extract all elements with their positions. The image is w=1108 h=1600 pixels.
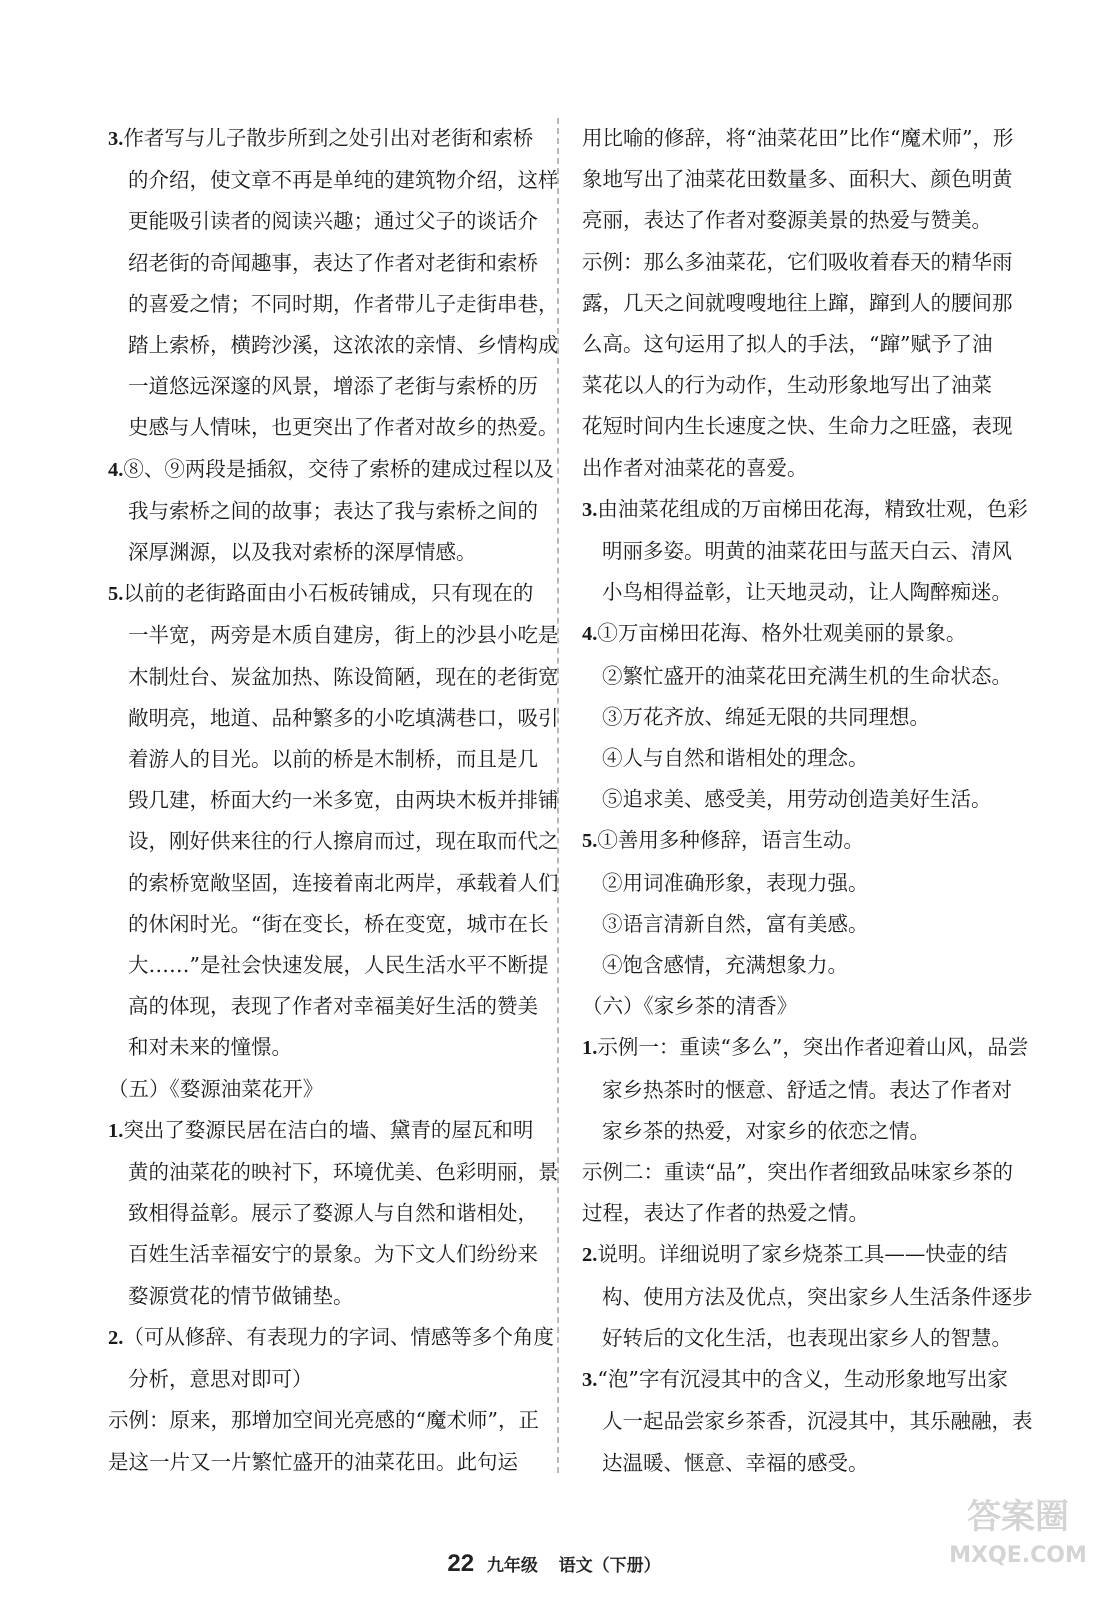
subject-label: 语文（下册） xyxy=(558,1556,661,1575)
answer-line xyxy=(108,1317,554,1359)
answer-line xyxy=(108,780,559,821)
answer-text: 好转后的文化生活，也表现出家乡人的智慧。 xyxy=(602,1325,1012,1350)
answer-line: 示例二：重读“品”，突出作者细致品味家乡茶的 xyxy=(582,1160,1013,1185)
column-divider xyxy=(557,118,559,1473)
answer-number: 4. xyxy=(108,458,124,481)
page-footer xyxy=(0,1550,1108,1578)
answer-line xyxy=(582,697,1007,738)
right-column xyxy=(582,118,1033,1484)
answer-line xyxy=(108,532,538,573)
answer-item xyxy=(582,489,1028,614)
answer-line xyxy=(582,1359,1007,1401)
answer-text: 踏上索桥，横跨沙溪，这浓浓的亲情、乡情构成 xyxy=(128,333,559,358)
answer-text: 说明。详细说明了家乡烧茶工具——快壶的结 xyxy=(597,1242,1008,1267)
answer-line xyxy=(582,1234,1007,1276)
answer-line xyxy=(108,201,538,242)
answer-item xyxy=(108,449,554,574)
answer-text: 设，刚好供来往的行人擦肩而过，现在取而代之 xyxy=(128,829,559,854)
answer-line: 菜花以人的行为动作，生动形象地写出了油菜 xyxy=(582,373,992,398)
answer-line xyxy=(582,572,1012,613)
answer-line: 象地写出了油菜花田数量多、面积大、颜色明黄 xyxy=(582,167,1013,192)
watermark-top: 答案圈 xyxy=(967,1497,1069,1537)
answer-line xyxy=(108,160,559,201)
answer-text: ③语言清新自然，富有美感。 xyxy=(602,911,869,936)
left-column xyxy=(108,118,559,1483)
answer-text: 作者写与儿子散步所到之处引出对老街和索桥 xyxy=(123,126,534,150)
answer-line xyxy=(108,657,559,698)
answer-text: 的介绍，使文章不再是单纯的建筑物介绍，这样 xyxy=(128,168,559,193)
grade-label: 九年级 xyxy=(486,1556,538,1575)
answer-text: 以前的老街路面由小石板砖铺成，只有现在的 xyxy=(123,581,534,606)
answer-line xyxy=(582,820,1007,862)
answer-line xyxy=(108,863,559,904)
answer-text: 的休闲时光。“街在变长，桥在变宽，城市在长 xyxy=(128,911,549,936)
answer-line xyxy=(108,491,538,532)
answer-line xyxy=(108,1359,538,1400)
answer-line xyxy=(582,738,1007,779)
answer-text: 一半宽，两旁是木质自建房，街上的沙县小吃是 xyxy=(128,623,559,648)
answer-text: 明丽多姿。明黄的油菜花田与蓝天白云、清风 xyxy=(602,539,1012,564)
answer-item xyxy=(582,1234,1033,1359)
answer-text: ①万亩梯田花海、格外壮观美丽的景象。 xyxy=(597,621,967,646)
answer-line xyxy=(108,904,549,945)
watermark-logo xyxy=(948,1492,1088,1572)
answer-text: ②繁忙盛开的油菜花田充满生机的生命状态。 xyxy=(602,663,1012,688)
answer-line: 用比喻的修辞，将“油菜花田”比作“魔术师”，形 xyxy=(582,126,1014,150)
answer-item xyxy=(582,1027,1029,1152)
answer-number: 5. xyxy=(582,830,598,853)
answer-text: 婺源赏花的情节做铺垫。 xyxy=(128,1283,354,1308)
answer-line xyxy=(108,325,559,366)
answer-line xyxy=(108,615,559,656)
answer-number: 3. xyxy=(108,128,124,150)
answer-line xyxy=(108,986,538,1027)
answer-line: 是这一片又一片繁忙盛开的油菜花田。此句运 xyxy=(108,1449,518,1474)
answer-text: 高的体现，表现了作者对幸福美好生活的赞美 xyxy=(128,994,538,1019)
answer-number: 2. xyxy=(108,1326,124,1349)
answer-line xyxy=(108,1276,538,1317)
answer-line xyxy=(108,284,559,325)
answer-number: 1. xyxy=(108,1119,124,1142)
answer-line xyxy=(582,1401,1033,1442)
answer-text: ③万花齐放、绵延无限的共同理想。 xyxy=(602,704,930,729)
answer-text: 一道悠远深邃的风景，增添了老街与索桥的历 xyxy=(128,374,538,399)
answer-item xyxy=(108,1317,554,1400)
section-title: （五）《婺源油菜花开》 xyxy=(108,1076,324,1101)
answer-text: 达温暖、惬意、幸福的感受。 xyxy=(602,1450,869,1475)
answer-text: 示例一：重读“多么”，突出作者迎着山风，品尝 xyxy=(597,1035,1029,1060)
answer-item xyxy=(108,1110,559,1317)
answer-line xyxy=(108,1152,559,1193)
answer-line xyxy=(582,779,1007,820)
answer-text: 构、使用方法及优点，突出家乡人生活条件逐步 xyxy=(602,1284,1033,1309)
page-number: 22 xyxy=(447,1550,475,1577)
answer-line xyxy=(582,1318,1012,1359)
answer-line xyxy=(582,863,1007,904)
answer-text: 致相得益彰。展示了婺源人与自然和谐相处， xyxy=(128,1201,538,1226)
section-heading xyxy=(108,1069,538,1110)
answer-line xyxy=(108,243,538,284)
watermark-bottom: MXQE.COM xyxy=(949,1543,1087,1568)
answer-line: 亮丽，表达了作者对婺源美景的热爱与赞美。 xyxy=(582,208,992,233)
answer-text: ④人与自然和谐相处的理念。 xyxy=(602,746,869,771)
answer-item xyxy=(582,613,1012,820)
answer-line xyxy=(582,1277,1033,1318)
answer-line: 么高。这句运用了拟人的手法，“蹿”赋予了油 xyxy=(582,332,993,357)
answer-text: 毁几建，桥面大约一米多宽，由两块木板并排铺 xyxy=(128,788,559,813)
answer-text: 大……”是社会快速发展，人民生活水平不断提 xyxy=(128,953,549,978)
answer-line: 花短时间内生长速度之快、生命力之旺盛，表现 xyxy=(582,414,1013,439)
answer-text: 家乡热茶时的惬意、舒适之情。表达了作者对 xyxy=(602,1077,1012,1102)
answer-number: 2. xyxy=(582,1244,598,1267)
answer-text: ②用词准确形象，表现力强。 xyxy=(602,870,869,895)
answer-line xyxy=(582,531,1012,572)
answer-line: 出作者对油菜花的喜爱。 xyxy=(582,455,808,480)
answer-text: 小鸟相得益彰，让天地灵动，让人陶醉痴迷。 xyxy=(602,580,1012,605)
answer-text: 百姓生活幸福安宁的景象。为下文人们纷纷来 xyxy=(128,1242,538,1267)
answer-item xyxy=(582,1359,1033,1484)
answer-text: 黄的油菜花的映衬下，环境优美、色彩明丽，景 xyxy=(128,1160,559,1185)
answer-number: 1. xyxy=(582,1037,598,1060)
section-title: （六）《家乡茶的清香》 xyxy=(582,994,798,1019)
answer-text: 的索桥宽敞坚固，连接着南北两岸，承载着人们 xyxy=(128,870,559,895)
answer-line xyxy=(108,698,559,739)
answer-text: ⑤追求美、感受美，用劳动创造美好生活。 xyxy=(602,787,992,812)
answer-line xyxy=(108,1110,538,1152)
answer-text: ④饱含感情，充满想象力。 xyxy=(602,953,848,978)
answer-text: 木制灶台、炭盆加热、陈设简陋，现在的老街宽 xyxy=(128,664,559,689)
answer-line xyxy=(108,945,549,986)
answer-text: （可从修辞、有表现力的字词、情感等多个角度 xyxy=(123,1324,554,1349)
answer-text: 深厚渊源，以及我对索桥的深厚情感。 xyxy=(128,540,477,565)
answer-text: 我与索桥之间的故事；表达了我与索桥之间的 xyxy=(128,498,538,523)
answer-text: “泡”字有沉浸其中的含义，生动形象地写出家 xyxy=(597,1367,1008,1392)
answer-text: 绍老街的奇闻趣事，表达了作者对老街和索桥 xyxy=(128,250,538,275)
answer-line: 示例：原来，那增加空间光亮感的“魔术师”，正 xyxy=(108,1408,539,1433)
answer-line xyxy=(108,1234,538,1275)
answer-line xyxy=(582,1443,1007,1484)
answer-line xyxy=(582,1111,1007,1152)
answer-text: 史感与人情味，也更突出了作者对故乡的热爱。 xyxy=(128,415,559,440)
answer-line xyxy=(108,739,538,780)
answer-line xyxy=(108,118,538,160)
answer-text: ①善用多种修辞，语言生动。 xyxy=(597,828,864,853)
answer-line xyxy=(108,821,559,862)
answer-item xyxy=(108,573,559,1068)
answer-line xyxy=(582,1070,1012,1111)
answer-text: 着游人的目光。以前的桥是木制桥，而且是几 xyxy=(128,747,538,772)
answer-text: 敞明亮，地道、品种繁多的小吃填满巷口，吸引 xyxy=(128,705,559,730)
answer-line: 过程，表达了作者的热爱之情。 xyxy=(582,1201,869,1226)
answer-number: 3. xyxy=(582,1369,598,1392)
answer-line xyxy=(582,656,1012,697)
answer-line: 示例：那么多油菜花，它们吸收着春天的精华雨 xyxy=(582,249,1013,274)
answer-line xyxy=(582,945,1007,986)
answer-line xyxy=(582,613,1007,655)
answer-text: 家乡茶的热爱，对家乡的依恋之情。 xyxy=(602,1118,930,1143)
answer-line xyxy=(108,573,538,615)
answer-text: 由油菜花组成的万亩梯田花海，精致壮观，色彩 xyxy=(597,496,1028,521)
answer-text: 更能吸引读者的阅读兴趣；通过父子的谈话介 xyxy=(128,209,538,234)
answer-item xyxy=(582,820,1007,986)
answer-line: 露，几天之间就嗖嗖地往上蹿，蹿到人的腰间那 xyxy=(582,290,1013,315)
answer-line xyxy=(582,1027,1029,1069)
answer-line xyxy=(582,904,1007,945)
answer-line xyxy=(108,407,559,448)
answer-line xyxy=(108,366,538,407)
answer-continuation xyxy=(582,118,1014,489)
answer-text: 的喜爱之情；不同时期，作者带儿子走街串巷， xyxy=(128,291,559,316)
answer-item xyxy=(108,118,559,449)
answer-line xyxy=(582,489,1028,531)
answer-line xyxy=(108,449,554,491)
answer-continuation xyxy=(108,1400,538,1482)
answer-line xyxy=(108,1193,538,1234)
answer-text: 人一起品尝家乡茶香，沉浸其中，其乐融融，表 xyxy=(602,1409,1033,1434)
answer-number: 5. xyxy=(108,583,124,606)
answer-text: ⑧、⑨两段是插叙，交待了索桥的建成过程以及 xyxy=(123,456,554,481)
answer-continuation xyxy=(582,1152,1013,1234)
answer-number: 3. xyxy=(582,498,598,521)
answer-line xyxy=(108,1027,538,1068)
section-heading xyxy=(582,986,1007,1027)
answer-text: 分析，意思对即可） xyxy=(128,1367,313,1392)
answer-text: 突出了婺源民居在洁白的墙、黛青的屋瓦和明 xyxy=(123,1117,534,1142)
answer-text: 和对未来的憧憬。 xyxy=(128,1035,292,1060)
answer-number: 4. xyxy=(582,623,598,646)
